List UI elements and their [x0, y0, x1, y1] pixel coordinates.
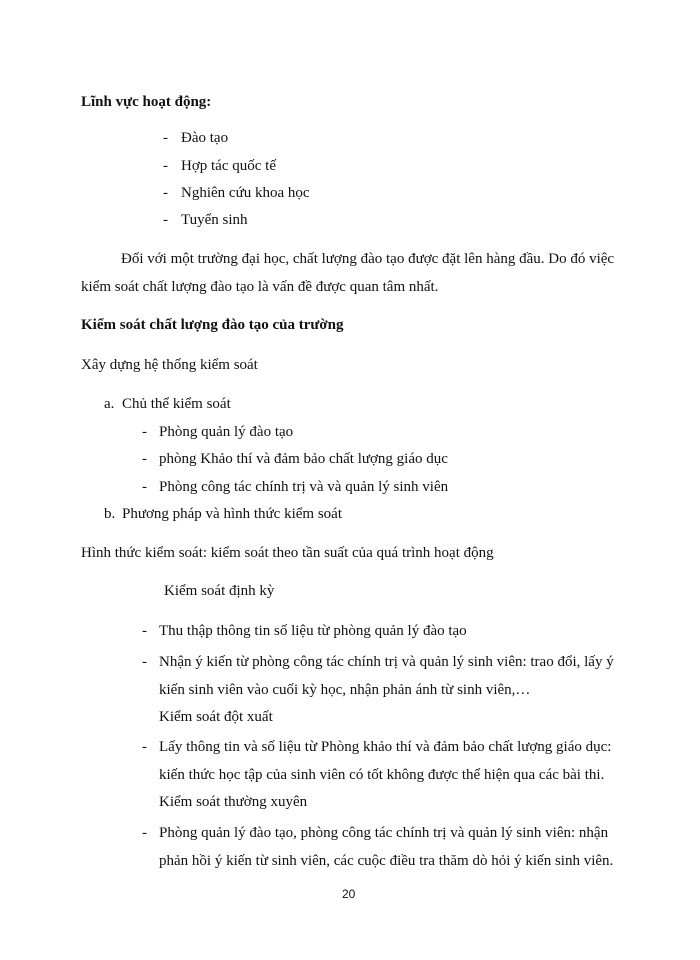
list-item-b: Phương pháp và hình thức kiểm soát — [122, 506, 342, 522]
list-bullet: - — [163, 185, 168, 201]
list-item-continuation: phản hồi ý kiến từ sinh viên, các cuộc điều tra thăm dò hỏi ý kiến sinh viên. — [159, 853, 614, 869]
list-item: Thu thập thông tin số liệu từ phòng quản lý đào tạo — [159, 623, 467, 639]
sudden-control-title: Kiểm soát đột xuất — [159, 709, 273, 725]
list-bullet: - — [142, 424, 147, 440]
list-item: Lấy thông tin và số liệu từ Phòng khảo thí và đảm bảo chất lượng giáo dục: — [159, 739, 612, 755]
regular-control-title: Kiểm soát thường xuyên — [159, 794, 308, 810]
list-bullet: - — [142, 451, 147, 467]
list-bullet: - — [142, 825, 147, 841]
page-number: 20 — [342, 887, 356, 901]
list-item: Phòng công tác chính trị và và quản lý sinh viên — [159, 479, 449, 495]
heading-fields-of-activity: Lĩnh vực hoạt động: — [81, 94, 212, 110]
list-item: Tuyển sinh — [181, 212, 248, 228]
list-item-continuation: kiến thức học tập của sinh viên có tốt không được thể hiện qua các bài thi. — [159, 767, 605, 783]
list-bullet: - — [142, 739, 147, 755]
forms-intro: Hình thức kiểm soát: kiểm soát theo tần suất của quá trình hoạt động — [81, 545, 494, 561]
list-item: Nhận ý kiến từ phòng công tác chính trị và quản lý sinh viên: trao đổi, lấy ý — [159, 654, 614, 670]
list-bullet: - — [142, 479, 147, 495]
list-bullet: - — [163, 158, 168, 174]
list-item: Phòng quản lý đào tạo, phòng công tác chính trị và quản lý sinh viên: nhận — [159, 825, 609, 841]
list-bullet: - — [142, 654, 147, 670]
list-bullet: - — [142, 623, 147, 639]
list-item: Đào tạo — [181, 130, 229, 146]
list-bullet: - — [163, 212, 168, 228]
list-bullet: - — [163, 130, 168, 146]
list-item: Nghiên cứu khoa học — [181, 185, 310, 201]
paragraph-line: Đối với một trường đại học, chất lượng đào tạo được đặt lên hàng đầu. Do đó việc — [121, 251, 615, 267]
periodic-control-title: Kiểm soát định kỳ — [164, 583, 275, 599]
list-item: Hợp tác quốc tế — [181, 158, 276, 174]
list-item: Phòng quản lý đào tạo — [159, 424, 294, 440]
list-item-continuation: kiến sinh viên vào cuối kỳ học, nhận phản ánh từ sinh viên,… — [159, 682, 531, 698]
list-item-a: Chủ thể kiểm soát — [122, 396, 231, 412]
heading-quality-control: Kiểm soát chất lượng đào tạo của trường — [81, 317, 344, 333]
list-marker-b: b. — [104, 506, 116, 522]
subheading-build-system: Xây dựng hệ thống kiểm soát — [81, 357, 258, 373]
list-item: phòng Khảo thí và đảm bảo chất lượng giáo dục — [159, 451, 448, 467]
paragraph-line: kiểm soát chất lượng đào tạo là vấn đề được quan tâm nhất. — [81, 279, 439, 295]
list-marker-a: a. — [104, 396, 115, 412]
